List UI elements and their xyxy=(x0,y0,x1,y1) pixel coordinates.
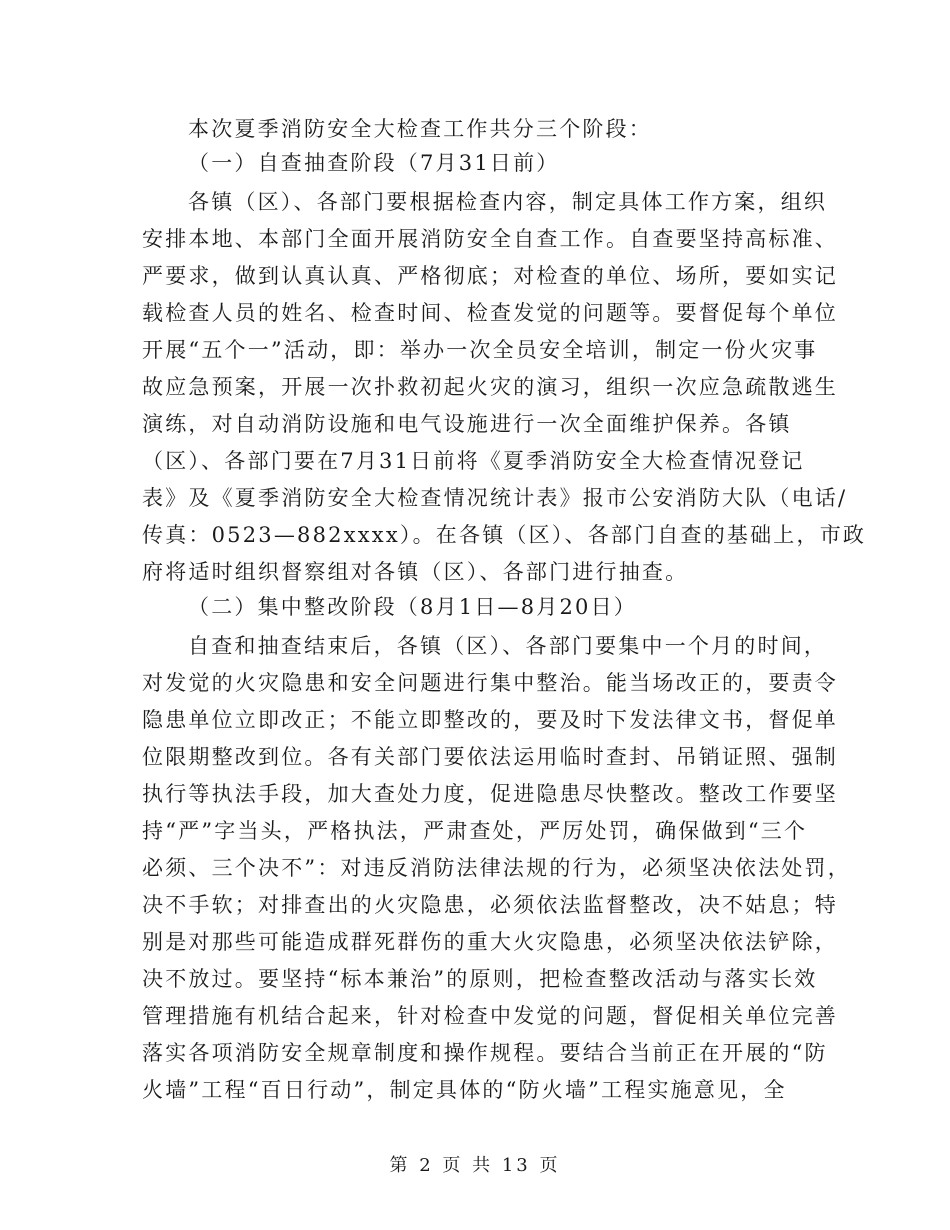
paragraph-line: 执行等执法手段，加大查处力度，促进隐患尽快整改。整改工作要坚 xyxy=(142,782,838,806)
paragraph-line: 必须、三个决不”：对违反消防法律法规的行为，必须坚决依法处罚， xyxy=(142,856,851,880)
paragraph-line: （区）、各部门要在7月31日前将《夏季消防安全大检查情况登记 xyxy=(142,449,805,473)
paragraph-line: 演练，对自动消防设施和电气设施进行一次全面维护保养。各镇 xyxy=(142,412,792,436)
paragraph-line: 管理措施有机结合起来，针对检查中发觉的问题，督促相关单位完善 xyxy=(142,1004,838,1028)
section-heading-rectification: （二）集中整改阶段（8月1日—8月20日） xyxy=(188,595,638,619)
paragraph-line: 故应急预案，开展一次扑救初起火灾的演习，组织一次应急疏散逃生 xyxy=(142,375,838,399)
paragraph-line: 决不手软；对排查出的火灾隐患，必须依法监督整改，决不姑息；特 xyxy=(142,893,838,917)
paragraph-line: 隐患单位立即改正；不能立即整改的，要及时下发法律文书，督促单 xyxy=(142,708,838,732)
paragraph-line: 开展“五个一”活动，即：举办一次全员安全培训，制定一份火灾事 xyxy=(142,338,818,362)
paragraph-line: 安排本地、本部门全面开展消防安全自查工作。自查要坚持高标准、 xyxy=(142,227,838,251)
paragraph-line: 府将适时组织督察组对各镇（区）、各部门进行抽查。 xyxy=(142,560,689,584)
paragraph-line: 别是对那些可能造成群死群伤的重大火灾隐患，必须坚决依法铲除， xyxy=(142,930,838,954)
paragraph-line: 表》及《夏季消防安全大检查情况统计表》报市公安消防大队（电话/ xyxy=(142,486,848,510)
paragraph-line: 火墙”工程“百日行动”，制定具体的“防火墙”工程实施意见，全 xyxy=(142,1078,787,1102)
page-number-footer: 第 2 页 共 13 页 xyxy=(389,1155,561,1176)
paragraph-line: 各镇（区）、各部门要根据检查内容，制定具体工作方案，组织 xyxy=(188,190,828,214)
paragraph-line: 自查和抽查结束后，各镇（区）、各部门要集中一个月的时间， xyxy=(188,634,828,658)
paragraph-line: 落实各项消防安全规章制度和操作规程。要结合当前正在开展的“防 xyxy=(142,1041,828,1065)
paragraph-line: 位限期整改到位。各有关部门要依法运用临时查封、吊销证照、强制 xyxy=(142,745,838,769)
section-heading-self-check: （一）自查抽查阶段（7月31日前） xyxy=(188,151,560,175)
paragraph-line: 载检查人员的姓名、检查时间、检查发觉的问题等。要督促每个单位 xyxy=(142,301,838,325)
paragraph-line: 严要求，做到认真认真、严格彻底；对检查的单位、场所，要如实记 xyxy=(142,264,838,288)
paragraph-line: 决不放过。要坚持“标本兼治”的原则，把检查整改活动与落实长效 xyxy=(142,967,818,991)
paragraph-line: 对发觉的火灾隐患和安全问题进行集中整治。能当场改正的，要责令 xyxy=(142,671,838,695)
paragraph-line: 持“严”字当头，严格执法，严肃查处，严厉处罚，确保做到“三个 xyxy=(142,819,808,843)
intro-line: 本次夏季消防安全大检查工作共分三个阶段： xyxy=(188,117,652,141)
paragraph-line: 传真：0523—882xxxx）。在各镇（区）、各部门自查的基础上，市政 xyxy=(142,523,867,547)
